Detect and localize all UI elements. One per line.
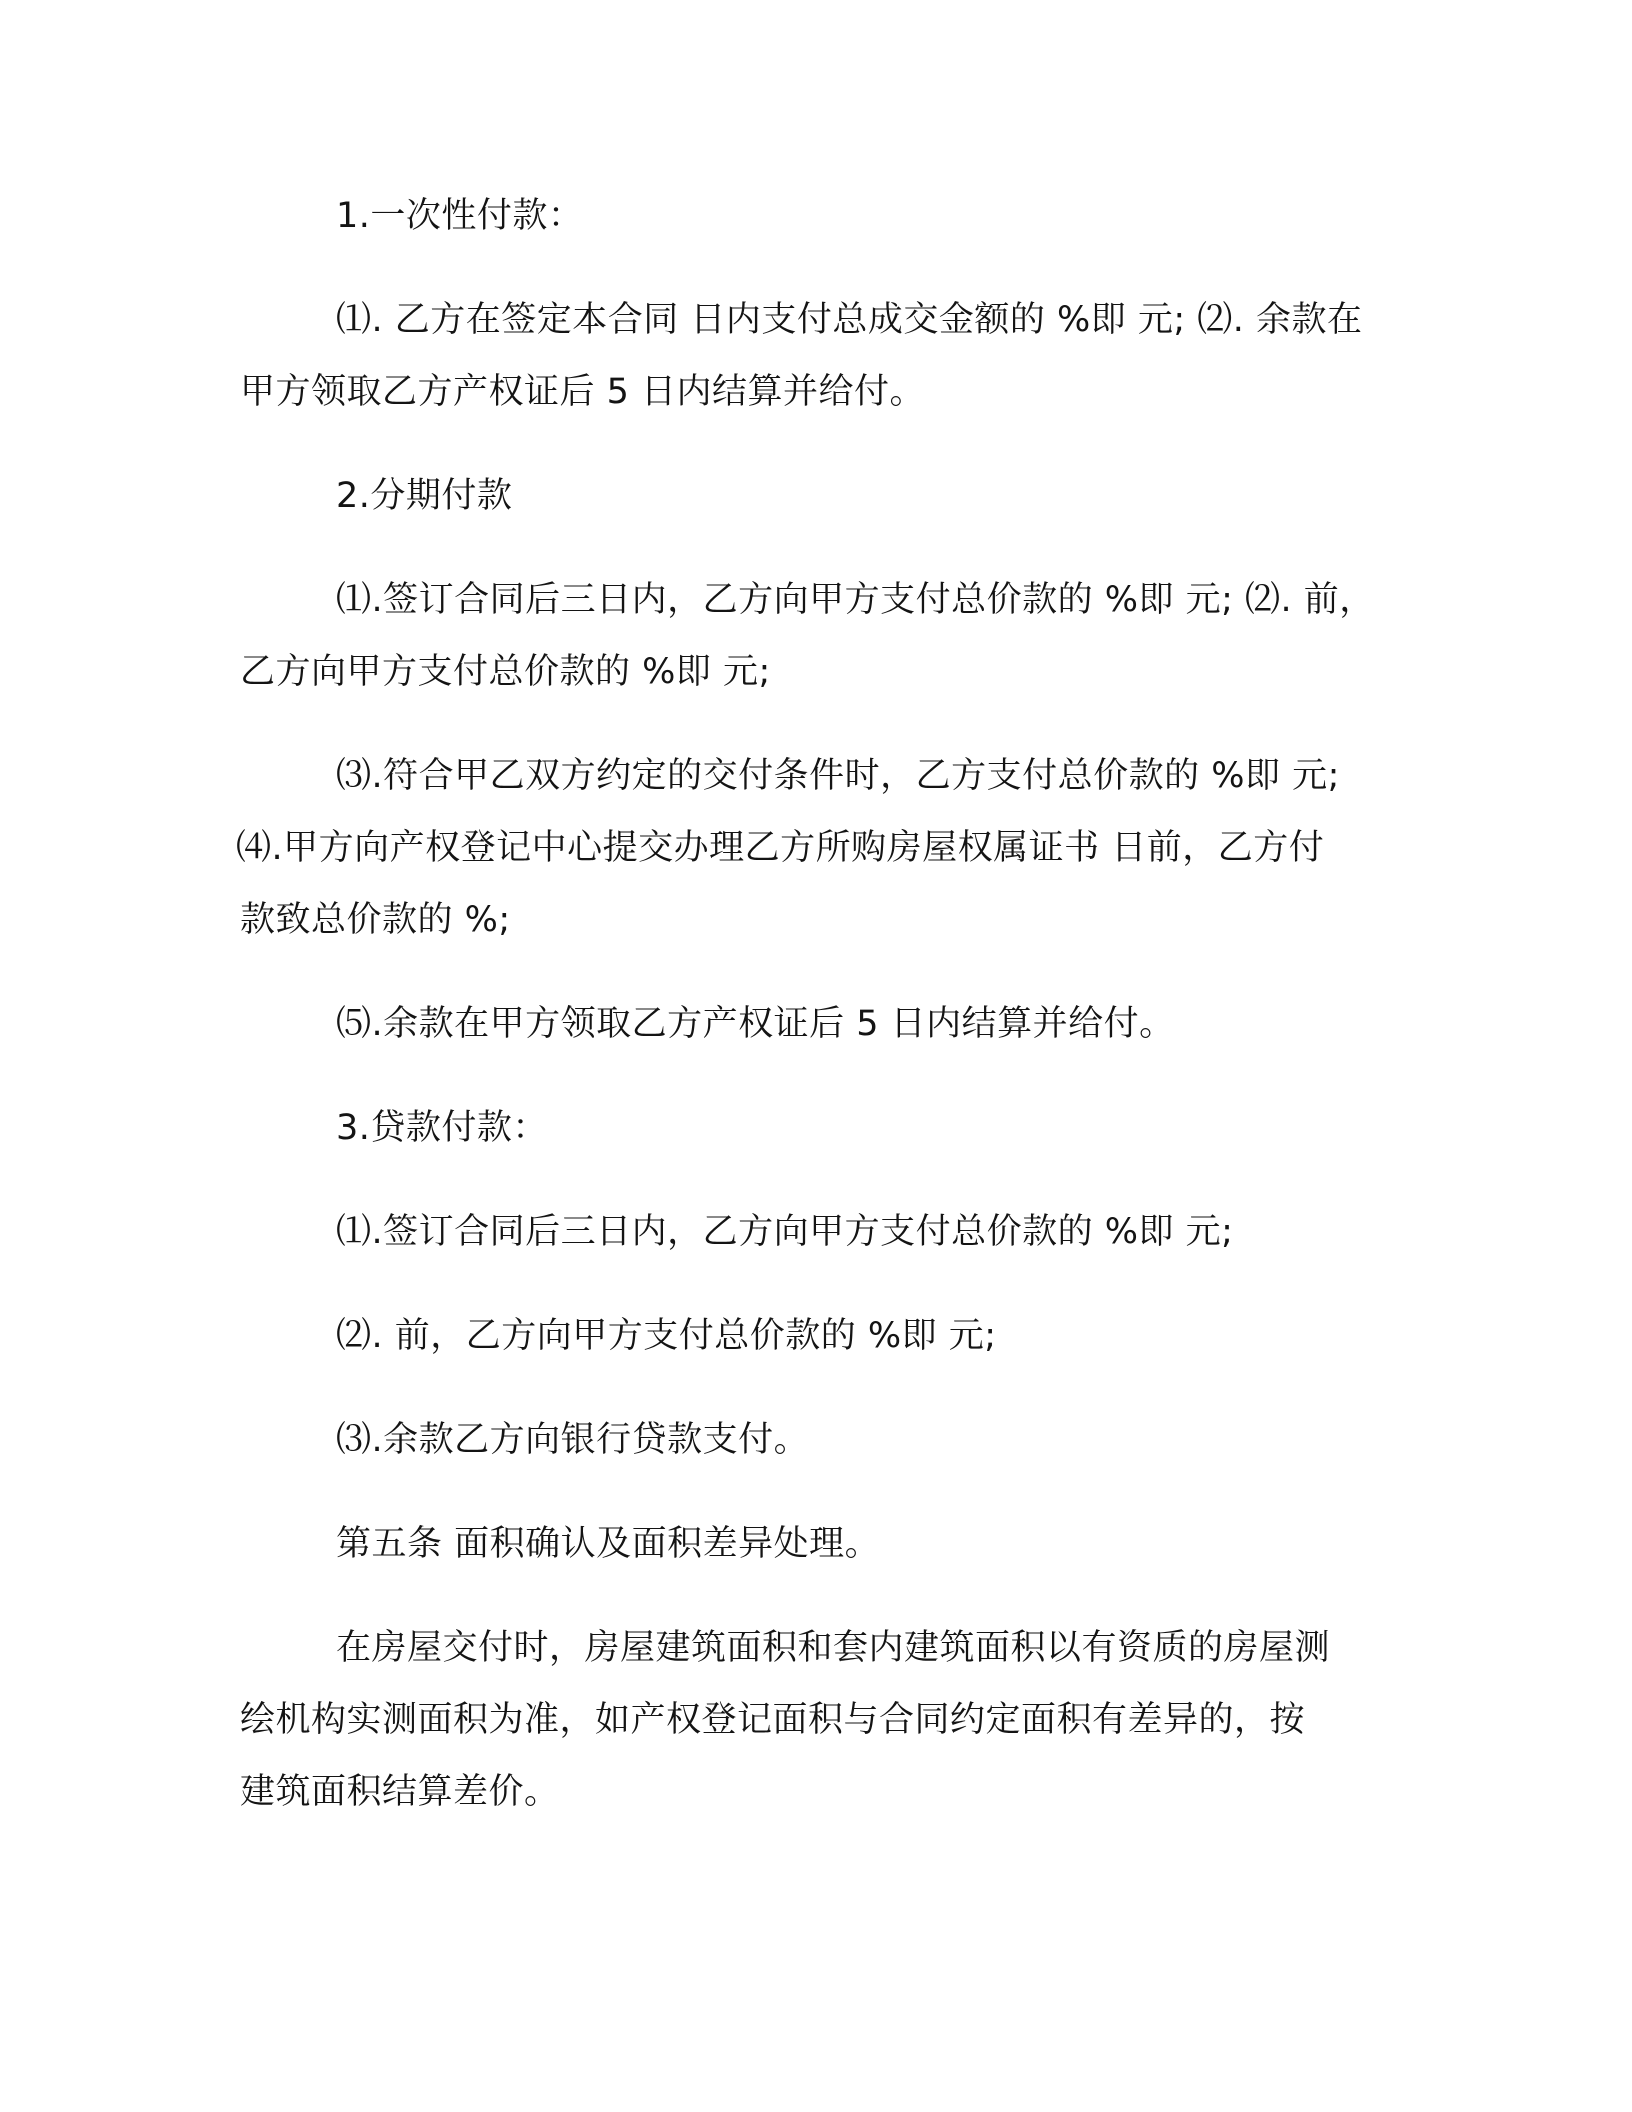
text-line: 3.贷款付款： (336, 1108, 548, 1148)
paragraph-loan-heading (240, 1092, 1395, 1164)
paragraph-installment-terms-1 (240, 564, 1395, 708)
text-line: 1.一次性付款： (336, 196, 584, 236)
text-line: 2.分期付款 (336, 476, 513, 516)
text-line: 甲方领取乙方产权证后 5 日内结算并给付。 (240, 372, 926, 412)
paragraph-installment-terms-2 (236, 740, 1395, 956)
text-line: 在房屋交付时，房屋建筑面积和套内建筑面积以有资质的房屋测 (336, 1628, 1331, 1668)
text-line: ⑸.余款在甲方领取乙方产权证后 5 日内结算并给付。 (336, 1004, 1175, 1044)
text-line: 乙方向甲方支付总价款的 %即 元; (240, 652, 771, 692)
text-line: ⑴. 乙方在签定本合同 日内支付总成交金额的 %即 元; ⑵. 余款在 (336, 300, 1363, 340)
paragraph-loan-terms-3 (240, 1404, 1395, 1476)
paragraph-loan-terms-2 (240, 1300, 1395, 1372)
paragraph-installment-heading (240, 460, 1395, 532)
document-page (236, 180, 1395, 1860)
text-line: 第五条 面积确认及面积差异处理。 (336, 1524, 881, 1564)
paragraph-loan-terms-1 (240, 1196, 1395, 1268)
text-line: ⑴.签订合同后三日内，乙方向甲方支付总价款的 %即 元; (336, 1212, 1234, 1252)
text-line: 建筑面积结算差价。 (240, 1772, 560, 1812)
paragraph-article-five-body (240, 1612, 1395, 1828)
paragraph-installment-terms-3 (240, 988, 1395, 1060)
text-line: ⑷.甲方向产权登记中心提交办理乙方所购房屋权属证书 日前，乙方付 (236, 828, 1325, 868)
text-line: 款致总价款的 %; (240, 900, 511, 940)
text-line: ⑴.签订合同后三日内，乙方向甲方支付总价款的 %即 元; ⑵. 前， (336, 580, 1375, 620)
paragraph-lump-sum-terms (240, 284, 1395, 428)
text-line: ⑵. 前，乙方向甲方支付总价款的 %即 元; (336, 1316, 997, 1356)
text-line: ⑶.符合甲乙双方约定的交付条件时，乙方支付总价款的 %即 元; (336, 756, 1340, 796)
paragraph-lump-sum-heading (240, 180, 1395, 252)
paragraph-article-five-heading (240, 1508, 1395, 1580)
text-line: 绘机构实测面积为准，如产权登记面积与合同约定面积有差异的，按 (240, 1700, 1306, 1740)
text-line: ⑶.余款乙方向银行贷款支付。 (336, 1420, 810, 1460)
